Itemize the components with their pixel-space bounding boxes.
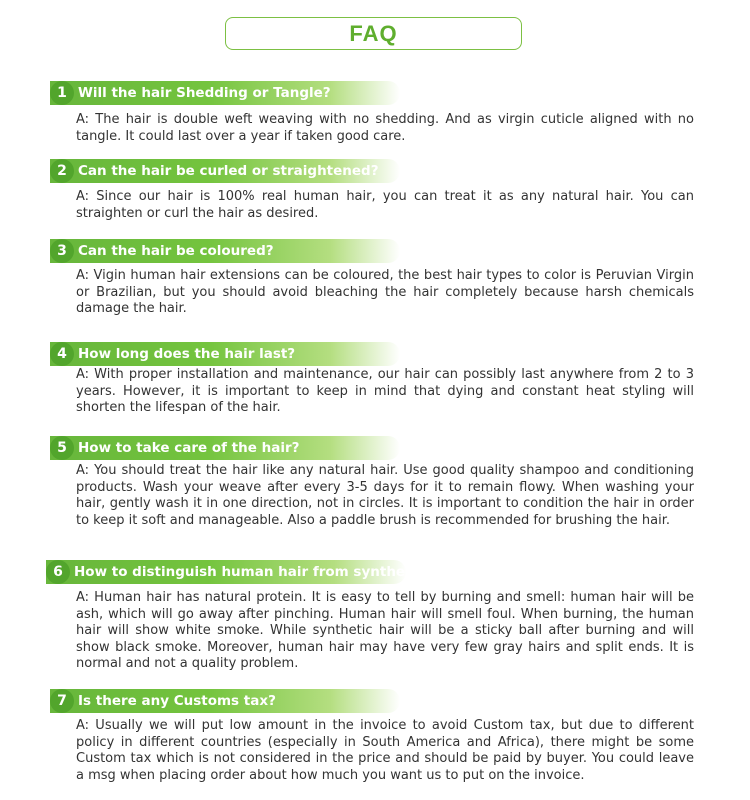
question-banner	[46, 560, 467, 584]
question-text: Can the hair be curled or straightened?	[78, 163, 379, 179]
question-text: Is there any Customs tax?	[78, 693, 276, 709]
question-number: 5	[50, 436, 74, 460]
question-text: How to take care of the hair?	[78, 440, 300, 456]
question-banner	[50, 81, 400, 105]
answer-text: A: The hair is double weft weaving with no shedding. And as virgin cuticle aligned with no tangle. It could last over a year if taken good care.	[76, 112, 694, 144]
question-text: Can the hair be coloured?	[78, 243, 274, 259]
question-banner	[50, 239, 400, 263]
question-number: 2	[50, 159, 74, 183]
question-banner	[50, 342, 400, 366]
question-number: 7	[50, 689, 74, 713]
answer-text: A: Since our hair is 100% real human hair, you can treat it as any natural hair. You can straighten or curl the hair as desired.	[76, 189, 694, 221]
question-banner	[50, 159, 400, 183]
question-number: 6	[46, 560, 70, 584]
question-text: How long does the hair last?	[78, 346, 296, 362]
question-text: Will the hair Shedding or Tangle?	[78, 85, 331, 101]
answer-text: A: With proper installation and maintenance, our hair can possibly last anywhere from 2 to 3 years. However, it is important to keep in mind that dying and constant heat styling will shorten the lifespan of the hair.	[76, 367, 694, 415]
question-number: 1	[50, 81, 74, 105]
answer-text: A: Human hair has natural protein. It is easy to tell by burning and smell: human hair will be ash, which will go away after pinching. Human hair will smell foul. When burning, the human hair will show white smoke. While synthetic hair will be a sticky ball after burning and will show black smoke. Moreover, human hair may have very few gray hairs and split ends. It is normal and not a quality problem.	[76, 590, 694, 671]
faq-title: FAQ	[225, 17, 522, 50]
question-text: How to distinguish human hair from synthetic hair?	[74, 564, 467, 580]
answer-text: A: You should treat the hair like any natural hair. Use good quality shampoo and conditioning products. Wash your weave after every 3-5 days for it to remain flowy. When washing your hair, gently wash it in one direction, not in circles. It is important to condition the hair in order to keep it soft and manageable. Also a paddle brush is recommended for brushing the hair.	[76, 463, 694, 528]
answer-text: A: Vigin human hair extensions can be coloured, the best hair types to color is Peruvian Virgin or Brazilian, but you should avoid bleaching the hair completely because harsh chemicals damage the hair.	[76, 268, 694, 316]
question-banner	[50, 689, 400, 713]
question-banner	[50, 436, 400, 460]
answer-text: A: Usually we will put low amount in the invoice to avoid Custom tax, but due to different policy in different countries (especially in South America and Africa), there might be some Custom tax which is not considered in the price and should be paid by buyer. You could leave a msg when placing order about how much you want us to put on the invoice.	[76, 718, 694, 783]
question-number: 3	[50, 239, 74, 263]
question-number: 4	[50, 342, 74, 366]
